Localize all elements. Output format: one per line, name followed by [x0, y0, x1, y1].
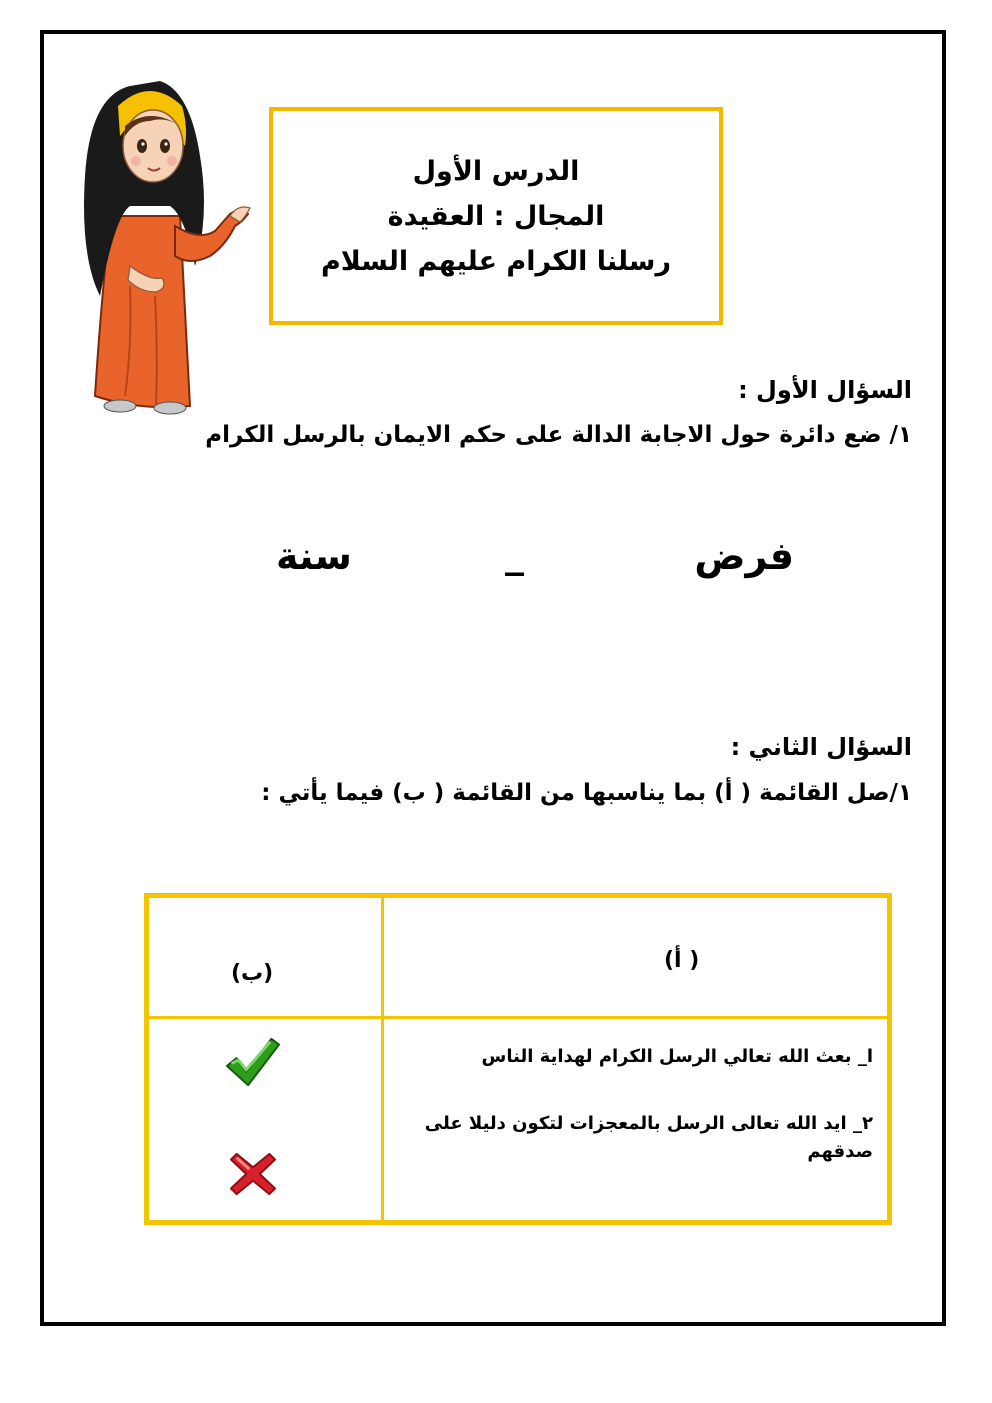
x-mark-icon[interactable] — [229, 1150, 277, 1198]
column-a-header: ( أ) — [664, 948, 700, 973]
table-row[interactable]: ا_ بعث الله تعالي الرسل الكرام لهداية الناس — [481, 1046, 873, 1067]
table-header-divider — [149, 1016, 887, 1019]
lesson-topic: رسلنا الكرام عليهم السلام — [320, 245, 672, 277]
choice-separator: _ — [505, 532, 524, 576]
lesson-domain: المجال : العقيدة — [387, 200, 605, 232]
choice-sunna[interactable]: سنة — [276, 534, 352, 578]
matching-table — [144, 893, 892, 1225]
table-row[interactable]: ٢_ ايد الله تعالى الرسل بالمعجزات لتكون دليلا على صدقهم — [424, 1113, 873, 1162]
table-column-divider — [381, 893, 384, 1225]
question-1-text: ١/ ضع دائرة حول الاجابة الدالة على حكم الايمان بالرسل الكرام — [205, 422, 912, 448]
lesson-title-box — [269, 107, 723, 325]
column-b-header: (ب) — [231, 961, 274, 986]
question-2-heading: السؤال الثاني : — [730, 733, 912, 761]
girl-illustration — [70, 66, 260, 426]
question-2-text: ١/صل القائمة ( أ) بما يناسبها من القائمة ( ب) فيما يأتي : — [261, 780, 912, 806]
question-1-heading: السؤال الأول : — [738, 376, 912, 404]
choice-fard[interactable]: فرض — [694, 534, 794, 578]
lesson-number: الدرس الأول — [412, 155, 580, 187]
check-mark-icon[interactable] — [223, 1033, 281, 1091]
